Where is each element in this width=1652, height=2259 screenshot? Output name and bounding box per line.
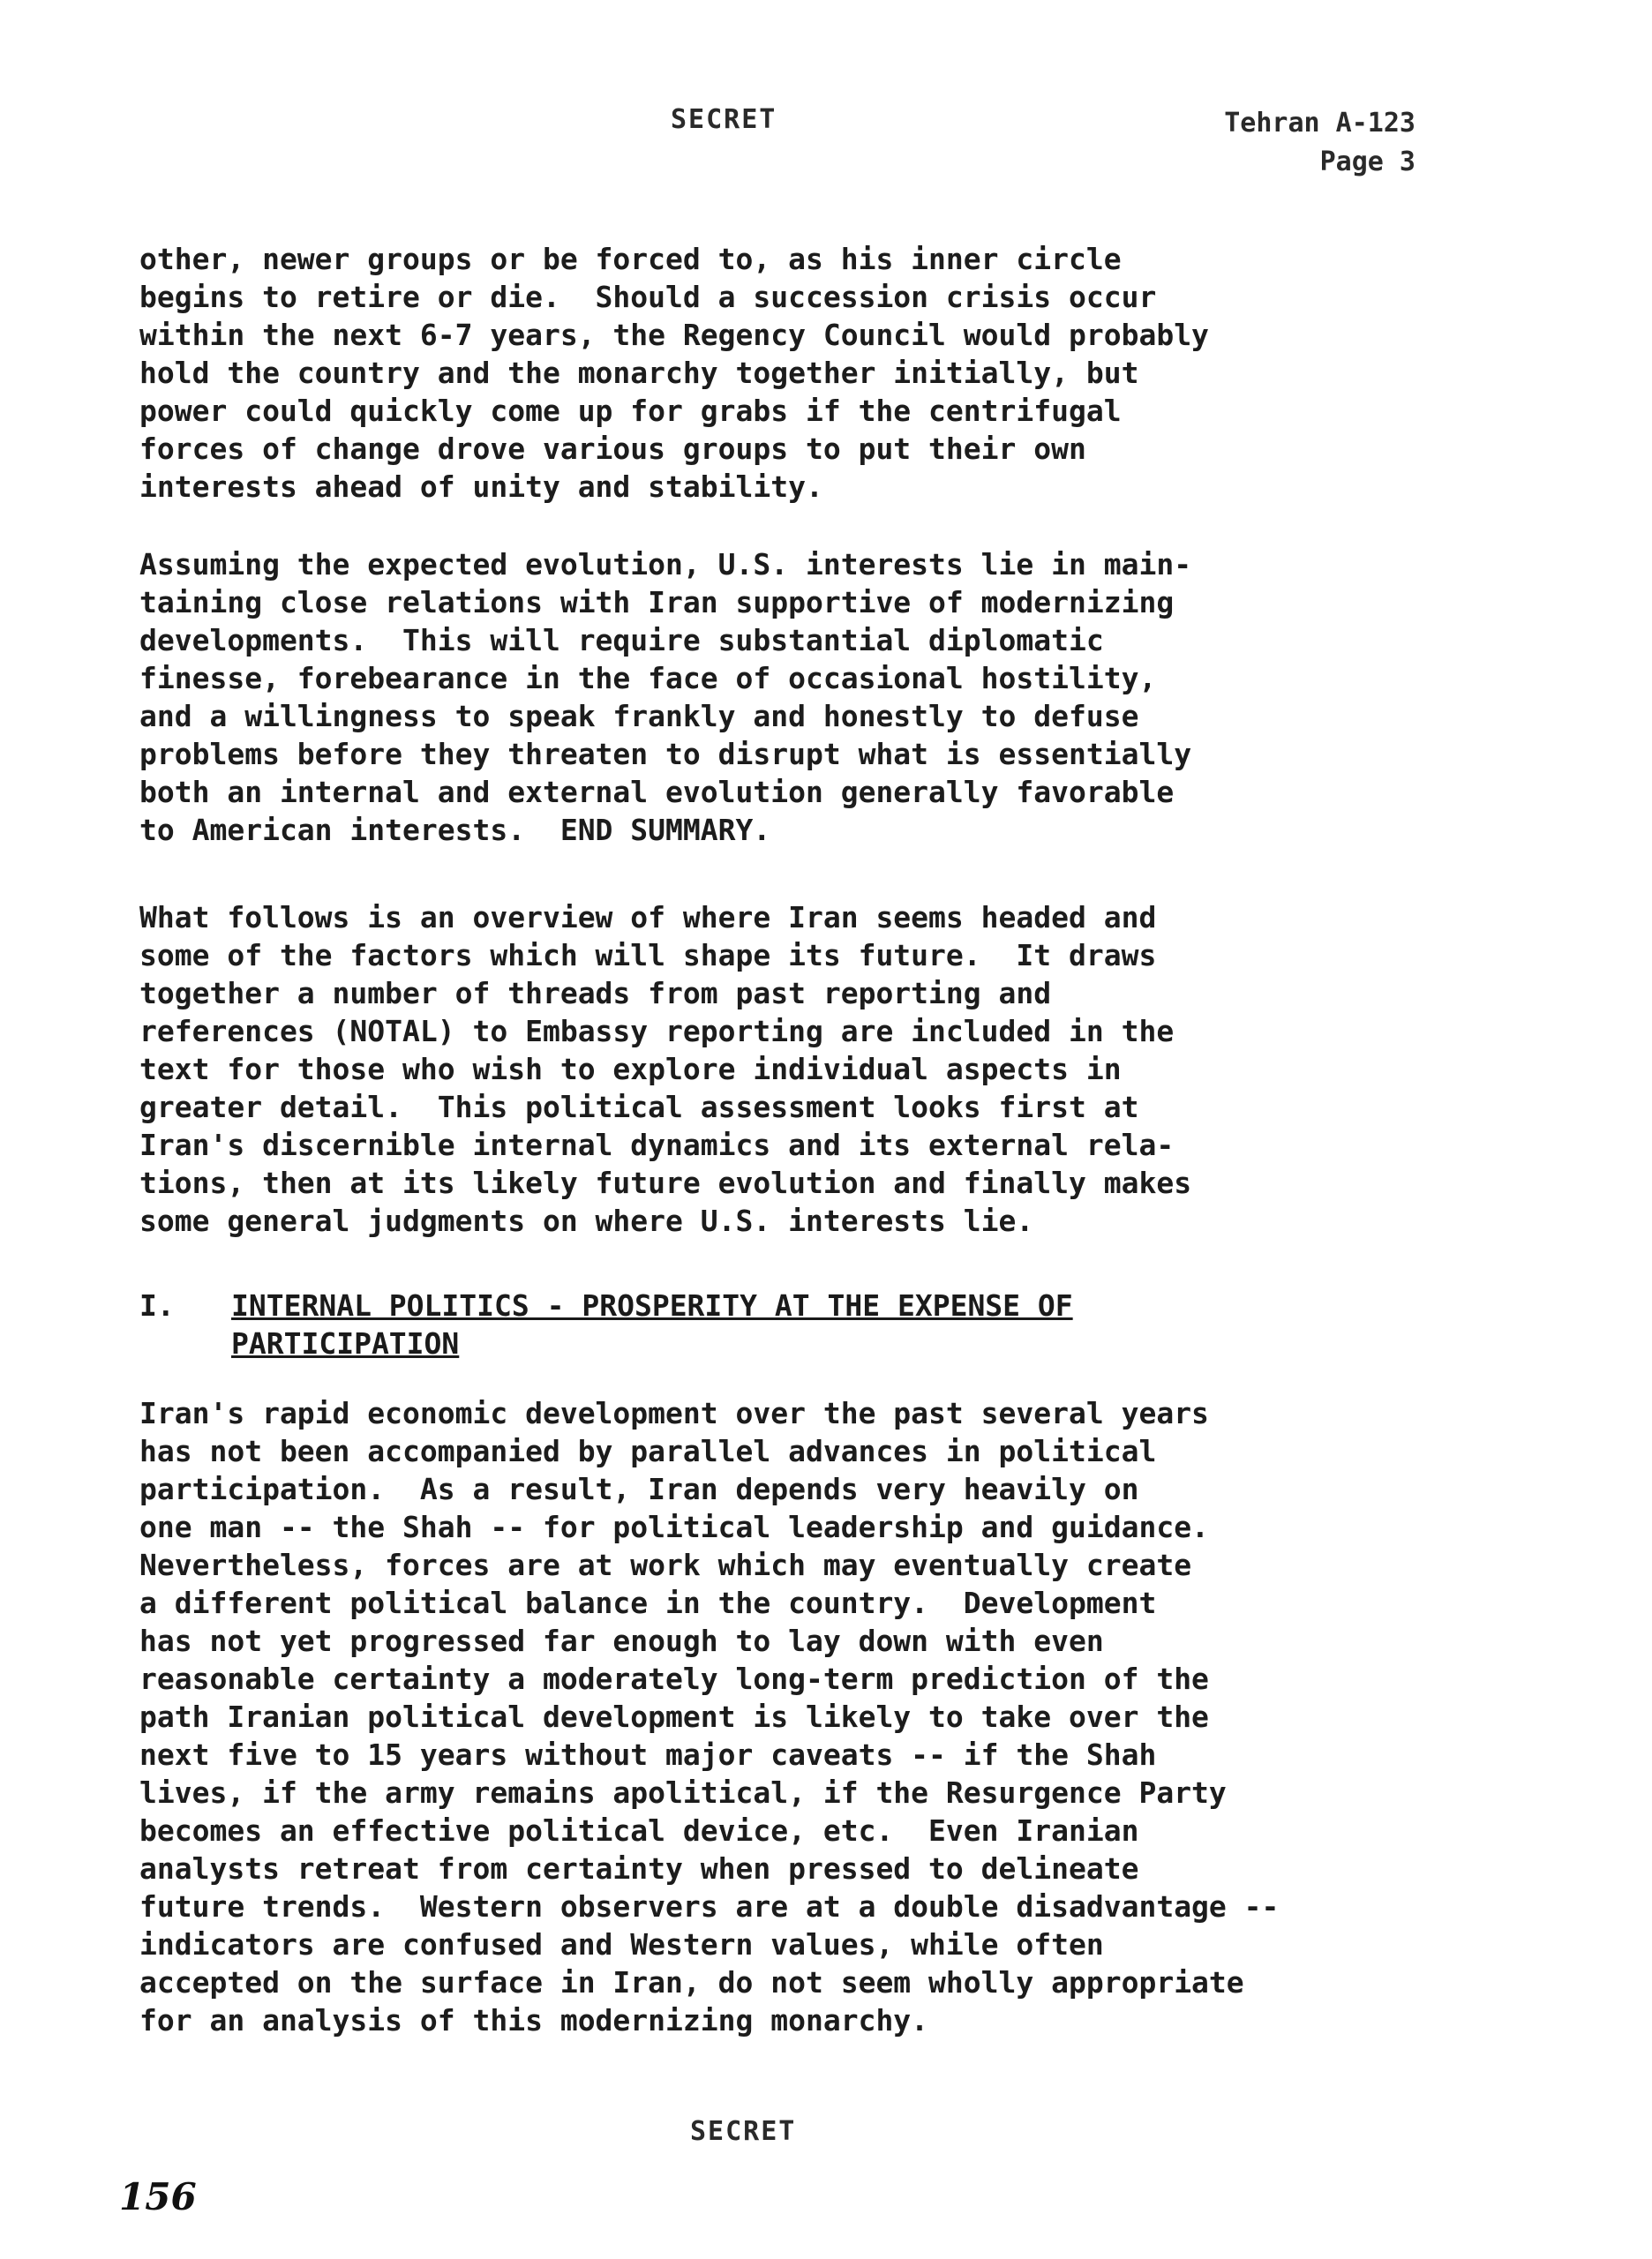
section-number: I. [139, 1288, 175, 1323]
section-heading: INTERNAL POLITICS - PROSPERITY AT THE EXPENSE OF PARTICIPATION [231, 1288, 1073, 1361]
paragraph-succession: other, newer groups or be forced to, as his inner circle begins to retire or die. Should a succession crisis occur within the next 6-7 years, the Regency Council would probably hold the country and the monarchy together initially, but power could quickly come up for grabs if the centrifugal forces of change drove various groups to put their own interests ahead of unity and stability. [139, 242, 1209, 504]
page-number: 156 [119, 2175, 197, 2218]
paragraph-us-interests: Assuming the expected evolution, U.S. interests lie in main- taining close relations with Iran supportive of modernizing developments. This will require substantial diplomatic finesse, forebearance in the face of occasional hostility, and a willingness to speak frankly and honestly to defuse problems before they threaten to disrupt what is essentially both an internal and external evolution generally favorable to American interests. END SUMMARY. [139, 547, 1192, 847]
reference-page: Page 3 [1319, 146, 1415, 177]
footer-classification-marking: SECRET [690, 2116, 797, 2147]
reference-number: Tehran A-123 [1224, 108, 1415, 139]
header-classification-marking: SECRET [671, 104, 777, 135]
paragraph-internal-politics: Iran's rapid economic development over the past several years has not been accompanied by parallel advances in political participation. As a result, Iran depends very heavily on one man -- the Shah -- for political leadership and guidance. Nevertheless, forces are at work which may eventually create a different political balance in the country. Development has not yet progressed far enough to lay down with even reasonable certainty a moderately long-term prediction of the path Iranian political development is likely to take over the next five to 15 years without major caveats -- if the Shah lives, if the army remains apolitical, if the Resurgence Party becomes an effective political device, etc. Even Iranian analysts retreat from certainty when pressed to delineate future trends. Western observers are at a double disadvantage -- indicators are confused and Western values, while often accepted on the surface in Iran, do not seem wholly appropriate for an analysis of this modernizing monarchy. [139, 1396, 1280, 2038]
document-reference [1224, 104, 1415, 182]
paragraph-overview: What follows is an overview of where Iran seems headed and some of the factors which will shape its future. It draws together a number of threads from past reporting and references (NOTAL) to Embassy reporting are included in the text for those who wish to explore individual aspects in greater detail. This political assessment looks first at Iran's discernible internal dynamics and its external rela- tions, then at its likely future evolution and finally makes some general judgments on where U.S. interests lie. [139, 900, 1192, 1238]
